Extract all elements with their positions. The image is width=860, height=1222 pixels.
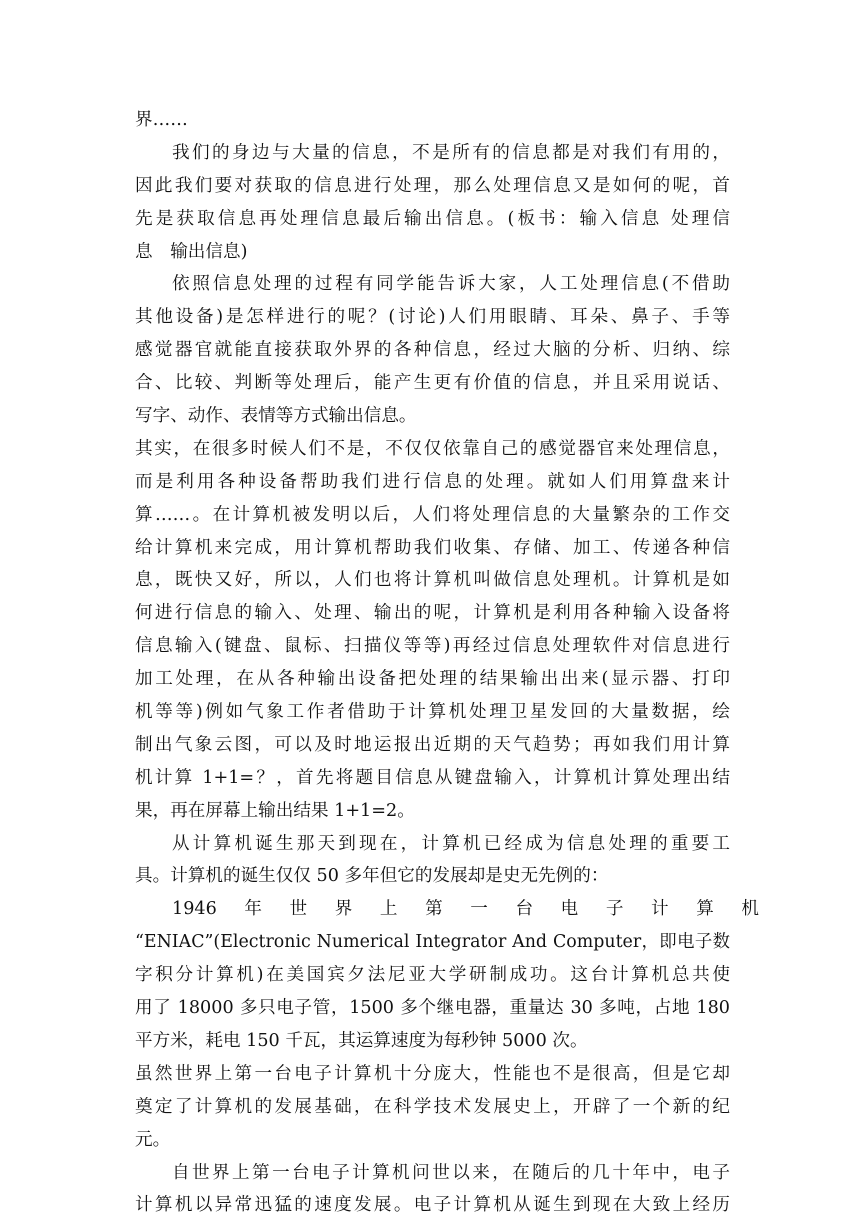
- text-line: 界……: [135, 110, 188, 130]
- text-line: 加工处理，在从各种输出设备把处理的结果输出出来(显示器、打印: [135, 669, 730, 690]
- text-line: 元。: [135, 1129, 171, 1150]
- text-line: 字积分计算机)在美国宾夕法尼亚大学研制成功。这台计算机总共使: [135, 965, 730, 986]
- text-line: 机等等)例如气象工作者借助于计算机处理卫星发回的大量数据，绘: [135, 702, 730, 723]
- text-line: 具。计算机的诞生仅仅 50 多年但它的发展却是史无先例的：: [135, 866, 609, 887]
- text-line: 息 输出信息): [135, 241, 248, 262]
- text-line: 合、比较、判断等处理后，能产生更有价值的信息，并且采用说话、: [135, 373, 730, 394]
- text-line: 写字、动作、表情等方式输出信息。: [135, 406, 417, 427]
- text-line: 我们的身边与大量的信息，不是所有的信息都是对我们有用的，: [172, 142, 730, 163]
- text-line: 果，再在屏幕上输出结果 1+1=2。: [135, 800, 415, 821]
- text-line: 给计算机来完成，用计算机帮助我们收集、存储、加工、传递各种信: [135, 537, 730, 558]
- text-line: 其实，在很多时候人们不是，不仅仅依靠自己的感觉器官来处理信息，: [135, 438, 730, 459]
- text-line: 息，既快又好，所以，人们也将计算机叫做信息处理机。计算机是如: [135, 570, 730, 591]
- text-line: 计算机以异常迅猛的速度发展。电子计算机从诞生到现在大致上经历: [135, 1195, 730, 1216]
- text-line: 因此我们要对获取的信息进行处理，那么处理信息又是如何的呢，首: [135, 175, 730, 196]
- text-line: “ENIAC”(Electronic Numerical Integrator And Computer，即电子数: [135, 932, 730, 953]
- text-line: 何进行信息的输入、处理、输出的呢，计算机是利用各种输入设备将: [135, 603, 730, 624]
- text-line: 感觉器官就能直接获取外界的各种信息，经过大脑的分析、归纳、综: [135, 340, 730, 361]
- text-line: 其他设备)是怎样进行的呢？(讨论)人们用眼睛、耳朵、鼻子、手等: [135, 307, 730, 328]
- text-line: 奠定了计算机的发展基础，在科学技术发展史上，开辟了一个新的纪: [135, 1096, 730, 1117]
- text-line: 制出气象云图，可以及时地运报出近期的天气趋势；再如我们用计算: [135, 734, 730, 755]
- document-page: [135, 104, 760, 1222]
- text-line: 先是获取信息再处理信息最后输出信息。(板书：输入信息 处理信: [135, 208, 730, 229]
- text-line: 依照信息处理的过程有同学能告诉大家，人工处理信息(不借助: [172, 274, 730, 295]
- text-line: 虽然世界上第一台电子计算机十分庞大，性能也不是很高，但是它却: [135, 1063, 730, 1084]
- text-line: 机计算 1+1=？，首先将题目信息从键盘输入，计算机计算处理出结: [135, 767, 730, 788]
- text-line: 自世界上第一台电子计算机问世以来，在随后的几十年中，电子: [172, 1162, 730, 1183]
- text-line: 用了 18000 多只电子管，1500 多个继电器，重量达 30 多吨，占地 180: [135, 998, 730, 1019]
- text-line: 算……。在计算机被发明以后，人们将处理信息的大量繁杂的工作交: [135, 504, 730, 525]
- text-line: 平方米，耗电 150 千瓦，其运算速度为每秒钟 5000 次。: [135, 1030, 588, 1051]
- text-line: 从计算机诞生那天到现在，计算机已经成为信息处理的重要工: [172, 833, 730, 854]
- text-line: 1946 年 世 界 上 第 一 台 电 子 计 算 机: [172, 899, 760, 920]
- text-line: 信息输入(键盘、鼠标、扫描仪等等)再经过信息处理软件对信息进行: [135, 636, 730, 657]
- text-line: 而是利用各种设备帮助我们进行信息的处理。就如人们用算盘来计: [135, 471, 730, 492]
